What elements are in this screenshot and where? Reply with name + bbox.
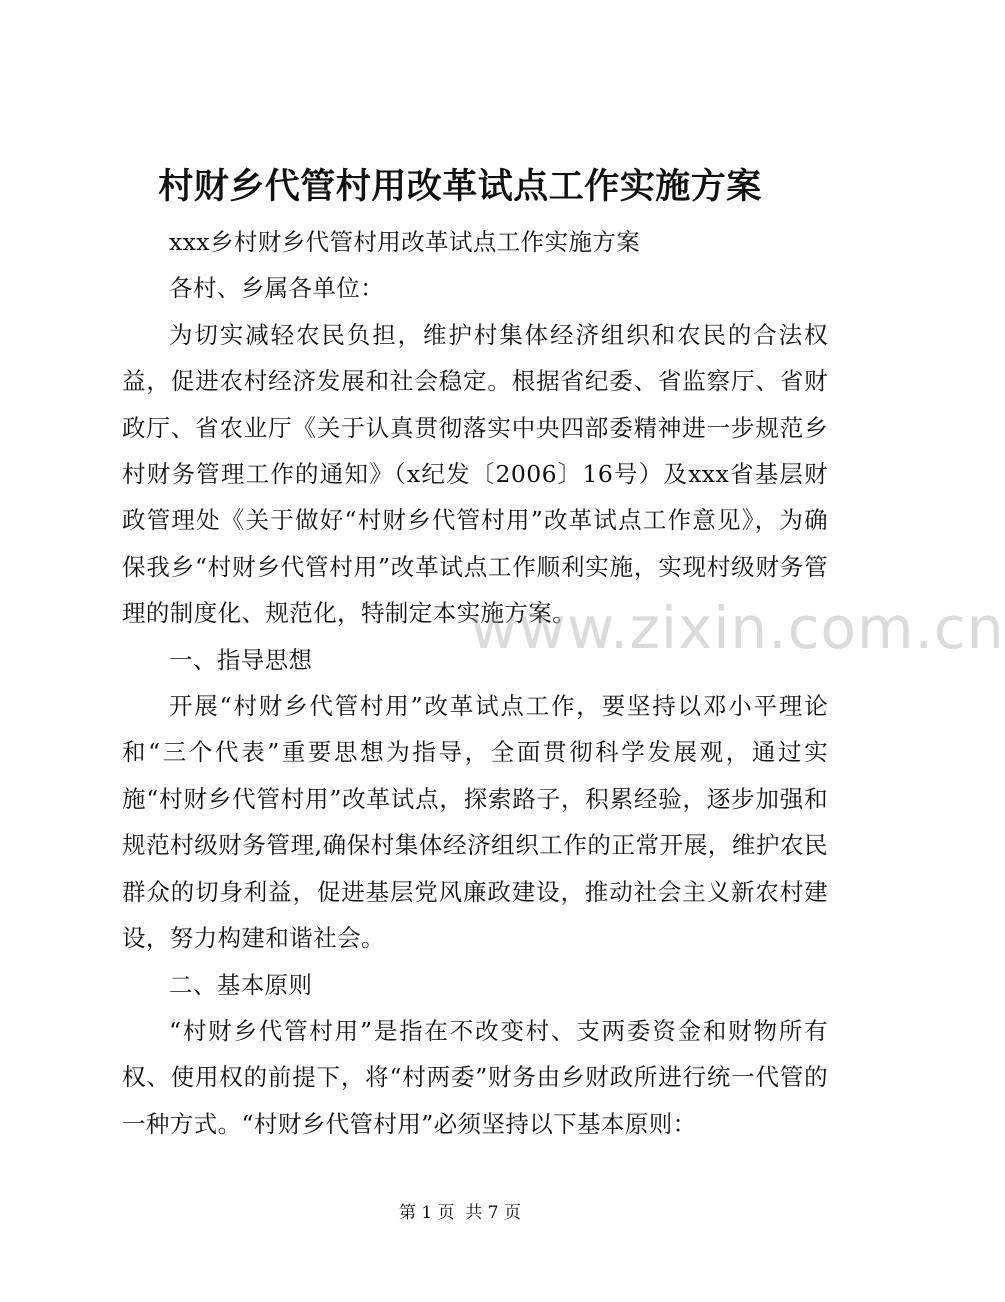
document-body xyxy=(122,219,828,1147)
watermark: www.zixin.com.cn xyxy=(470,594,1005,662)
section-heading-basic-principles: 二、基本原则 xyxy=(169,970,313,999)
guiding-thought-paragraph: 开展“村财乡代管村用”改革试点工作，要坚持以邓小平理论和“三个代表”重要思想为指导，全面贯彻科学发展观，通过实施“村财乡代管村用”改革试点，探索路子，积累经验，逐步加强和规范村级财务管理,确保村集体经济组织工作的正常开展，维护农民群众的切身利益，促进基层党风廉政建设，推动社会主义新农村建设，努力构建和谐社会。 xyxy=(122,692,828,953)
basic-principles-paragraph: “村财乡代管村用”是指在不改变村、支两委资金和财物所有权、使用权的前提下，将“村两委”财务由乡财政所进行统一代管的一种方式。“村财乡代管村用”必须坚持以下基本原则： xyxy=(122,1016,828,1138)
page-footer: 第 1 页 共 7 页 xyxy=(398,1203,522,1223)
subtitle-paragraph: xxx乡村财乡代管村用改革试点工作实施方案 xyxy=(169,228,641,256)
intro-paragraph: 为切实减轻农民负担，维护村集体经济组织和农民的合法权益，促进农村经济发展和社会稳定。根据省纪委、省监察厅、省财政厅、省农业厅《关于认真贯彻落实中央四部委精神进一步规范乡村财务管理工作的通知》（x纪发〔2006〕16号）及xxx省基层财政管理处《关于做好“村财乡代管村用”改革试点工作意见》，为确保我乡“村财乡代管村用”改革试点工作顺利实施，实现村级财务管理的制度化、规范化，特制定本实施方案。 xyxy=(122,320,828,628)
section-heading-guiding-thought: 一、指导思想 xyxy=(169,645,313,674)
document-title: 村财乡代管村用改革试点工作实施方案 xyxy=(158,166,762,207)
salutation-paragraph: 各村、乡属各单位： xyxy=(169,274,385,303)
